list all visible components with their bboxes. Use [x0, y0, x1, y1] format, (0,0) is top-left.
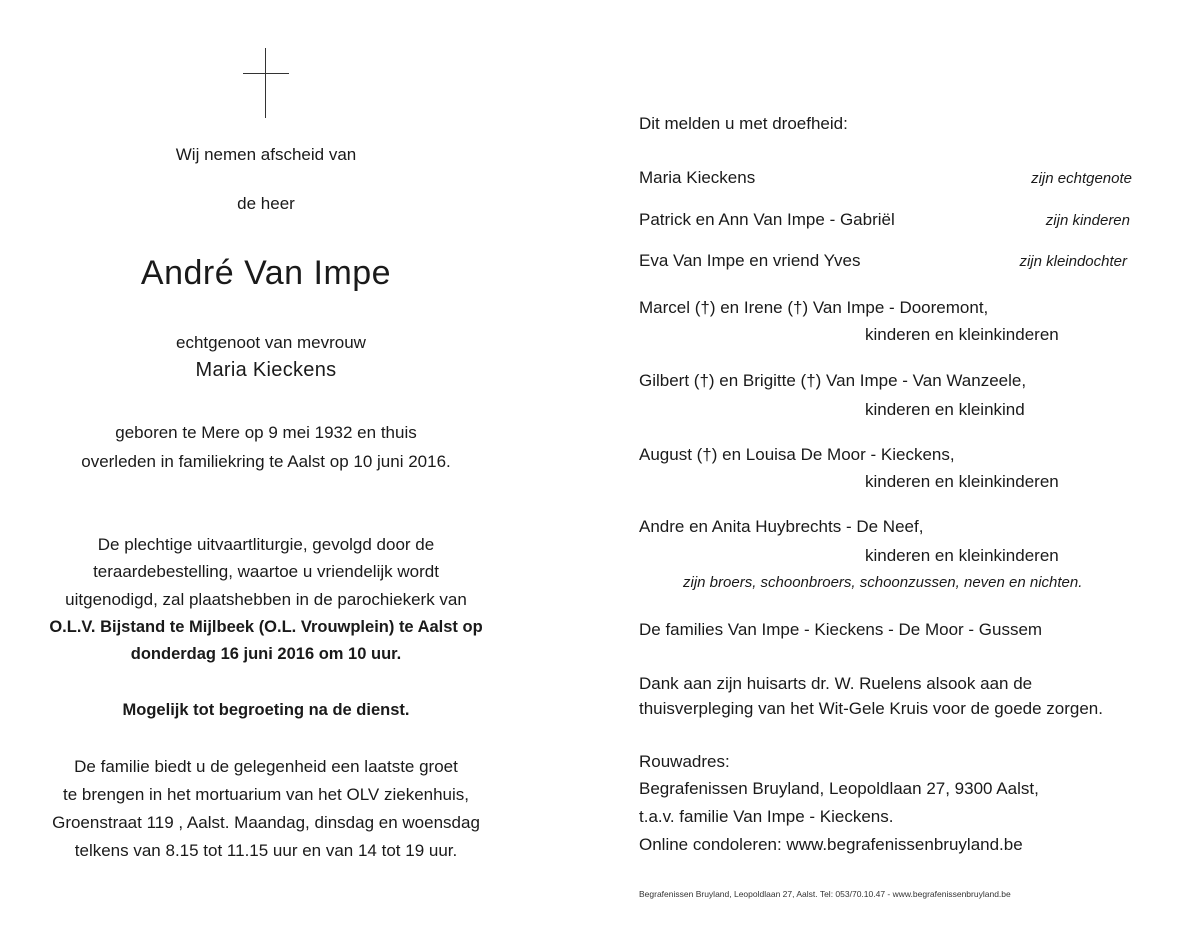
family-member-name: Eva Van Impe en vriend Yves [639, 251, 861, 270]
funeral-line-1: De plechtige uitvaartliturgie, gevolgd door de [97, 535, 435, 554]
announcement-heading: Dit melden u met droefheid: [639, 114, 848, 133]
sibling-descendants: kinderen en kleinkind [865, 400, 1025, 419]
sibling-name: Marcel (†) en Irene (†) Van Impe - Dooremont, [639, 298, 989, 317]
family-member-name: Patrick en Ann Van Impe - Gabriël [639, 210, 895, 229]
thanks-line-1: Dank aan zijn huisarts dr. W. Ruelens alsook aan de [639, 674, 1033, 693]
birth-line: geboren te Mere op 9 mei 1932 en thuis [115, 423, 417, 442]
title-text: de heer [237, 194, 295, 213]
family-member-relation: zijn kinderen [1045, 212, 1130, 229]
funeral-line-4: O.L.V. Bijstand te Mijlbeek (O.L. Vrouwplein) te Aalst op [49, 618, 483, 636]
sibling-name: Gilbert (†) en Brigitte (†) Van Impe - Van Wanzeele, [639, 371, 1027, 390]
sibling-descendants: kinderen en kleinkinderen [865, 546, 1059, 565]
address-label: Rouwadres: [639, 752, 730, 771]
address-line-1: Begrafenissen Bruyland, Leopoldlaan 27, 9300 Aalst, [639, 779, 1039, 798]
sibling-descendants: kinderen en kleinkinderen [865, 325, 1059, 344]
greeting-line: Mogelijk tot begroeting na de dienst. [122, 701, 410, 719]
sibling-descendants: kinderen en kleinkinderen [865, 472, 1059, 491]
visit-line-1: De familie biedt u de gelegenheid een laatste groet [74, 757, 458, 776]
siblings-relation: zijn broers, schoonbroers, schoonzussen, neven en nichten. [683, 574, 1083, 591]
family-member-name: Maria Kieckens [639, 168, 756, 187]
funeral-line-5: donderdag 16 juni 2016 om 10 uur. [130, 645, 402, 663]
footer-imprint: Begrafenissen Bruyland, Leopoldlaan 27, Aalst. Tel: 053/70.10.47 - www.begrafenissenbruyland.be [639, 889, 1011, 899]
intro-text: Wij nemen afscheid van [175, 145, 357, 164]
families-line: De families Van Impe - Kieckens - De Moor - Gussem [639, 620, 1043, 639]
death-line: overleden in familiekring te Aalst op 10 juni 2016. [81, 452, 451, 471]
funeral-line-3: uitgenodigd, zal plaatshebben in de parochiekerk van [65, 590, 467, 609]
sibling-name: Andre en Anita Huybrechts - De Neef, [639, 517, 924, 536]
address-line-2: t.a.v. familie Van Impe - Kieckens. [639, 807, 894, 826]
visit-line-2: te brengen in het mortuarium van het OLV ziekenhuis, [62, 785, 470, 804]
spouse-name: Maria Kieckens [195, 359, 337, 381]
cross-vertical-bar [265, 48, 266, 118]
cross-horizontal-bar [243, 73, 289, 74]
family-member-relation: zijn kleindochter [1019, 253, 1127, 270]
sibling-name: August (†) en Louisa De Moor - Kieckens, [639, 445, 955, 464]
family-member-relation: zijn echtgenote [1031, 170, 1132, 187]
funeral-line-2: teraardebestelling, waartoe u vriendelijk wordt [93, 562, 439, 581]
visit-line-3: Groenstraat 119 , Aalst. Maandag, dinsdag en woensdag [52, 813, 480, 832]
visit-line-4: telkens van 8.15 tot 11.15 uur en van 14 tot 19 uur. [74, 841, 458, 860]
spouse-intro: echtgenoot van mevrouw [176, 333, 366, 352]
thanks-line-2: thuisverpleging van het Wit-Gele Kruis voor de goede zorgen. [639, 699, 1103, 718]
condolence-link: Online condoleren: www.begrafenissenbruyland.be [639, 835, 1023, 854]
deceased-name: André Van Impe [140, 254, 392, 292]
